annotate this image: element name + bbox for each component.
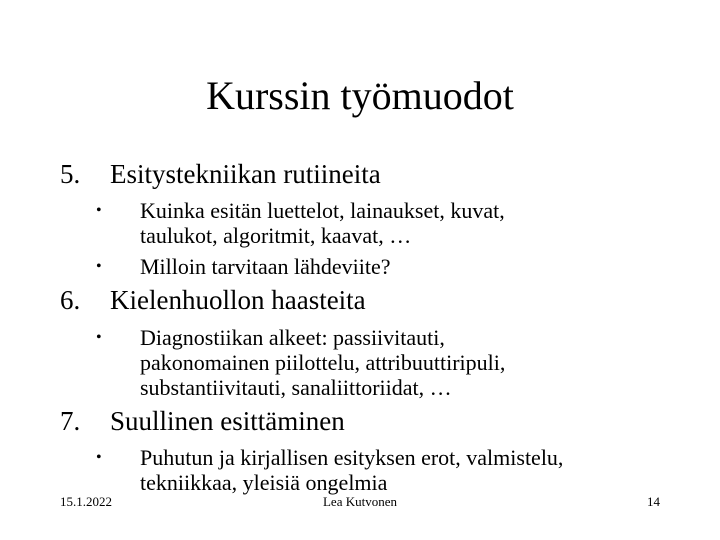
bullet-text: Kuinka esitän luettelot, lainaukset, kuvat, taulukot, algoritmit, kaavat, … <box>140 198 505 248</box>
slide-title: Kurssin työmuodot <box>206 73 514 118</box>
section-number: 7. <box>60 406 81 436</box>
bullet-text: Puhutun ja kirjallisen esityksen erot, valmistelu, tekniikkaa, yleisiä ongelmia <box>140 445 564 495</box>
bullet-icon: • <box>96 202 102 219</box>
footer-page-number: 14 <box>647 494 660 509</box>
section-7 <box>60 405 345 437</box>
section-5 <box>60 158 381 190</box>
section-heading: Kielenhuollon haasteita <box>110 285 366 315</box>
section-number: 5. <box>60 159 81 189</box>
footer-date: 15.1.2022 <box>60 494 112 509</box>
section-heading: Esitystekniikan rutiineita <box>110 159 381 189</box>
bullet-icon: • <box>96 258 102 275</box>
bullet-icon: • <box>96 329 102 346</box>
footer-author: Lea Kutvonen <box>322 494 397 509</box>
bullet-text: Milloin tarvitaan lähdeviite? <box>140 254 391 279</box>
bullet-text: Diagnostiikan alkeet: passiivitauti, pakonomainen piilottelu, attribuuttiripuli, substantiivitauti, sanaliittoriidat, … <box>140 325 506 400</box>
section-heading: Suullinen esittäminen <box>110 406 345 436</box>
section-6 <box>60 284 366 316</box>
bullet-icon: • <box>96 449 102 466</box>
section-number: 6. <box>60 285 81 315</box>
